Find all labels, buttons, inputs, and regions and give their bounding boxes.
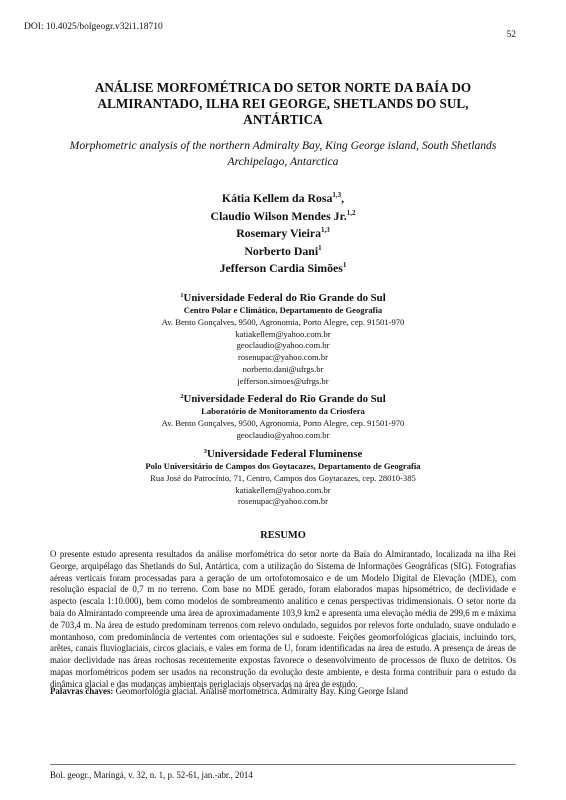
affiliation-email: rosenupac@yahoo.com.br (237, 496, 328, 507)
affiliation-university: $^3$Universidade Federal Fluminense (203, 448, 363, 460)
affiliation-email: katiakellem@yahoo.com.br (235, 328, 331, 339)
affiliation-department: Laboratório de Monitoramento da Criosfera (201, 406, 365, 416)
abstract-heading: RESUMO (260, 530, 306, 541)
author: Kátia Kellem da Rosa$^{1,3}$, (221, 191, 345, 205)
affiliation-2 (0, 392, 566, 441)
affiliation-email: geoclaudio@yahoo.com.br (236, 340, 330, 351)
affiliation-address: Av. Bento Gonçalves, 9500, Agronomia, Porto Alegre, cep. 91501-970 (161, 417, 405, 428)
affiliation-email: norberto.dani@ufrgs.br (242, 363, 324, 374)
author-list (0, 190, 566, 278)
author: Rosemary Vieira$^{1,3}$ (236, 226, 330, 240)
affiliation-address: Rua José do Patrocínio, 71, Centro, Campos dos Goytacazes, cep. 28010-385 (150, 472, 416, 483)
affiliation-3 (0, 447, 566, 508)
abstract-text: O presente estudo apresenta resultados da análise morfométrica do setor norte da Baía do Almirantado, localizada na ilha Rei George, arquipélago das Shetlands do Sul, Antártica, com a utilização do Sistema de Informações Geográficas (SIG). Fotografias aéreas verticais foram processadas para a geração de um ortofotomosaico e de um Modelo Digital de Elevação (MDE), com resolução espacial de 0,7 m no terreno. Com base no MDE gerado, foram elaborados mapas hipsométrico, de declividade e aspecto (escala 1:10.000), bem como modelos de sombreamento analítico e cenas perspectivas tridimensionais. O setor norte da baía do Almirantado compreende uma área de aproximadamente 103,9 km2 e apresenta uma elevação média de 299,6 m e máxima de 703,4 m. Na área de estudo predominam terrenos com relevo ondulado, seguidos por relevos forte ondulado, suave ondulado e montanhoso, com predominância de vertentes com orientações sul e sudoeste. Feições geomorfológicas glaciais, incluindo tors, arêtes, canais fluvioglaciais, circos glaciais, e vales em forma de U, foram identificadas na área de estudo. A presença de áreas de maior declividade nas áreas rochosas recentemente expostas favorece o desenvolvimento de processos de fluxo de detritos. Os mapas morfométricos podem ser usados na reconstrução da evolução deste ambiente, e desta forma contribuir para o estudo da dinâmica glacial e das mudanças ambientais periglaciais observadas na área de estudo. (50, 549, 516, 689)
footer-divider (50, 764, 516, 765)
keywords-label: Palavras chaves: (50, 686, 114, 696)
author: Jefferson Cardia Simões$^1$ (219, 261, 347, 275)
affiliation-email: katiakellem@yahoo.com.br (235, 484, 331, 495)
author: Claudio Wilson Mendes Jr.$^{1,2}$ (210, 208, 356, 223)
affiliation-university: $^1$Universidade Federal do Rio Grande do Sul (180, 292, 386, 304)
keywords-text: Geomorfologia glacial. Análise morfométrica. Admiralty Bay. King George Island (113, 686, 408, 696)
affiliation-email: rosenupac@yahoo.com.br (237, 352, 328, 363)
doi-text: DOI: 10.4025/bolgeogr.v32i1.18710 (24, 22, 163, 32)
affiliation-email: geoclaudio@yahoo.com.br (236, 429, 330, 440)
affiliation-email: jefferson.simoes@ufrgs.br (237, 375, 329, 386)
page-number: 52 (506, 30, 516, 40)
paper-subtitle: Morphometric analysis of the northern Admiralty Bay, King George island, South Shetlands Archipelago, Antarctica (69, 139, 497, 168)
affiliation-department: Centro Polar e Climático, Departamento de Geografia (183, 305, 383, 315)
author: Norberto Dani$^1$ (244, 243, 322, 258)
affiliation-address: Av. Bento Gonçalves, 9500, Agronomia, Porto Alegre, cep. 91501-970 (161, 316, 405, 327)
keywords (50, 686, 516, 698)
affiliation-1 (0, 291, 566, 388)
affiliation-department: Polo Universitário de Campos dos Goytacazes, Departamento de Geografia (145, 461, 421, 471)
paper-title: ANÁLISE MORFOMÉTRICA DO SETOR NORTE DA BAÍA DO ALMIRANTADO, ILHA REI GEORGE, SHETLANDS DO SUL, ANTÁRTICA (94, 80, 472, 127)
footer-citation: Bol. geogr., Maringá, v. 32, n. 1, p. 52-61, jan.-abr., 2014 (50, 770, 253, 780)
affiliation-university: $^2$Universidade Federal do Rio Grande do Sul (180, 393, 386, 405)
